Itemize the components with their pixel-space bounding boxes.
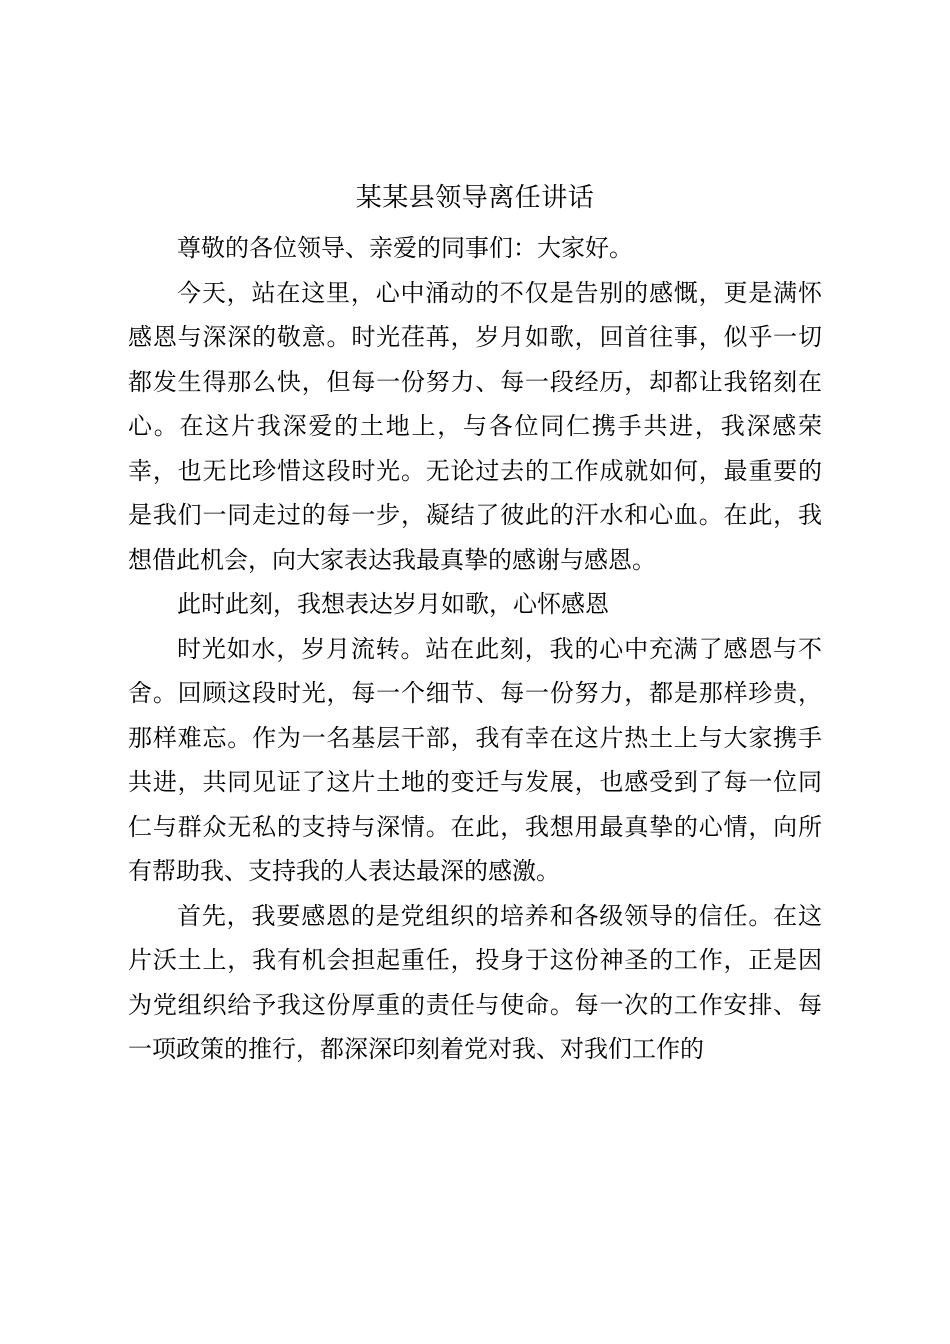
paragraph-subheading: 此时此刻，我想表达岁月如歌，心怀感恩 (177, 590, 609, 618)
document-title: 某某县领导离任讲话 (355, 183, 595, 213)
paragraph-reflection: 时光如水，岁月流转。站在此刻，我的心中充满了感恩与不舍。回顾这段时光，每一个细节、每一份努力，都是那样珍贵，那样难忘。作为一名基层干部，我有幸在这片热土上与大家携手共进，共同见证了这片土地的变迁与发展，也感受到了每一位同仁与群众无私的支持与深情。在此，我想用最真挚的心情，向所有帮助我、支持我的人表达最深的感激。 (128, 634, 822, 885)
paragraph-greeting: 尊敬的各位领导、亲爱的同事们：大家好。 (177, 234, 633, 262)
document-body (128, 226, 822, 1072)
paragraph-opening: 今天，站在这里，心中涌动的不仅是告别的感慨，更是满怀感恩与深深的敬意。时光荏苒，岁月如歌，回首往事，似乎一切都发生得那么快，但每一份努力、每一段经历，却都让我铭刻在心。在这片我深爱的土地上，与各位同仁携手共进，我深感荣幸，也无比珍惜这段时光。无论过去的工作成就如何，最重要的是我们一同走过的每一步，凝结了彼此的汗水和心血。在此，我想借此机会，向大家表达我最真挚的感谢与感恩。 (128, 278, 822, 574)
paragraph-gratitude-party: 首先，我要感恩的是党组织的培养和各级领导的信任。在这片沃土上，我有机会担起重任，投身于这份神圣的工作，正是因为党组织给予我这份厚重的责任与使命。每一次的工作安排、每一项政策的推行，都深深印刻着党对我、对我们工作的 (128, 901, 822, 1063)
